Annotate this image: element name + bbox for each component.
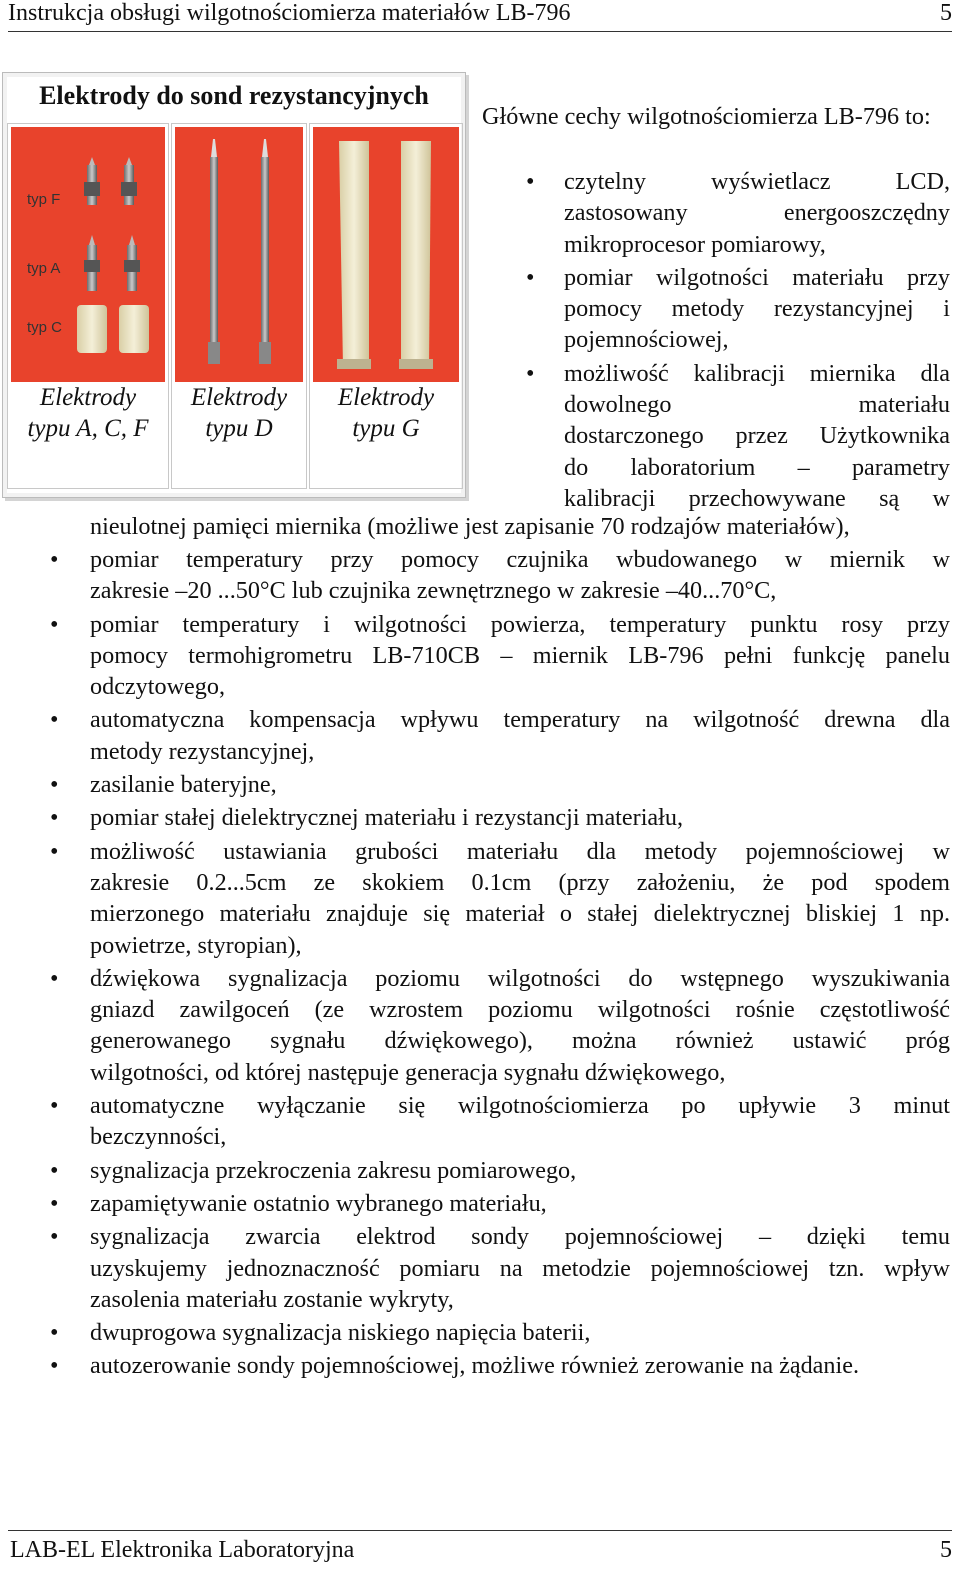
page-header (8, 0, 952, 32)
page-number: 5 (940, 0, 952, 26)
caption-acf (8, 382, 168, 444)
bullet-icon: • (50, 706, 59, 734)
electrode-cell-d (171, 123, 307, 489)
feature-list-top (482, 166, 950, 514)
bullet-icon: • (50, 610, 59, 638)
electrodes-figure (2, 72, 466, 498)
list-item: • automatyczna kompensacja wpływu temperatury na wilgotność drewna dla metody rezystancyjnej, (50, 706, 950, 765)
photo-label-typ-c: typ C (27, 319, 63, 336)
list-item: • pomiar stałej dielektrycznej materiału i rezystancji materiału, (90, 802, 950, 833)
list-item: • zapamiętywanie ostatnio wybranego materiału, (90, 1188, 950, 1219)
bullet-icon: • (50, 1223, 59, 1251)
caption-d (172, 382, 306, 444)
caption-g-line1: Elektrody (337, 384, 435, 411)
list-item: • pomiar temperatury przy pomocy czujnika wbudowanego w miernik w zakresie –20 ...50°C lub czujnika zewnętrznego w zakresie –40...70°C, (50, 546, 950, 605)
caption-g (310, 382, 462, 444)
electrode-photo-g (313, 127, 459, 382)
bullet-icon: • (50, 1319, 59, 1347)
bullet-icon: • (526, 168, 535, 195)
list-item: • automatyczne wyłączanie się wilgotnościomierza po upływie 3 minut bezczynności, (50, 1092, 950, 1151)
bullet-icon: • (50, 1189, 59, 1217)
figure-title: Elektrody do sond rezystancyjnych (39, 81, 429, 110)
electrode-cell-g (309, 123, 463, 489)
caption-d-line2: typu D (205, 415, 273, 442)
intro-paragraph: Główne cechy wilgotnościomierza LB-796 to: (482, 103, 931, 130)
bullet-icon: • (50, 1352, 59, 1380)
bullet-icon: • (50, 837, 59, 865)
list-item: • pomiar wilgotności materiału przy pomocy metody rezystancyjnej i pojemnościowej, (526, 263, 950, 354)
electrode-photo-d (175, 127, 303, 382)
list-item-continuation: nieulotnej pamięci miernika (możliwe jest zapisanie 70 rodzajów materiałów), (90, 513, 850, 540)
bullet-icon: • (526, 263, 535, 291)
footer-company: LAB-EL Elektronika Laboratoryjna (10, 1537, 355, 1563)
list-item: • zasilanie bateryjne, (90, 769, 950, 800)
caption-d-line1: Elektrody (190, 384, 288, 411)
bullet-icon: • (50, 1156, 59, 1184)
electrode-photo-acf (11, 127, 165, 382)
bullet-icon: • (50, 546, 59, 573)
electrode-cell-acf (7, 123, 169, 489)
list-item: • możliwość kalibracji miernika dla dowolnego materiału dostarczonego przez Użytkownika do laboratorium – parametry kalibracji przechowywane są w (526, 359, 950, 512)
list-item: • dwuprogowa sygnalizacja niskiego napięcia baterii, (90, 1317, 950, 1348)
bullet-icon: • (50, 964, 59, 992)
bullet-icon: • (50, 804, 59, 832)
electrode-tips-image (11, 127, 165, 382)
bullet-icon: • (526, 359, 535, 387)
photo-label-typ-f: typ F (27, 191, 61, 208)
electrode-rods-image (175, 127, 303, 382)
bullet-icon: • (50, 771, 59, 799)
list-item: • pomiar temperatury i wilgotności powierza, temperatury punktu rosy przy pomocy termohigrometru LB-710CB – miernik LB-796 pełni funkcję panelu odczytowego, (50, 610, 950, 701)
page-footer (8, 1530, 952, 1571)
caption-g-line2: typu G (352, 415, 420, 442)
bullet-icon: • (50, 1092, 59, 1120)
list-item: • sygnalizacja zwarcia elektrod sondy pojemnościowej – dzięki temu uzyskujemy jednoznaczność pomiaru na metodzie pojemnościowej tzn. wpływ zasolenia materiału zostanie wykryty, (50, 1223, 950, 1313)
list-item: • czytelny wyświetlacz LCD, zastosowany energooszczędny mikroprocesor pomiarowy, (526, 168, 950, 258)
list-item: • możliwość ustawiania grubości materiału dla metody pojemnościowej w zakresie 0.2...5cm ze skokiem 0.1cm (przy założeniu, że pod spodem mierzonego materiału znajduje się materiał o stałej dielektrycznej bliskiej 1 np. powietrze, styropian), (50, 837, 950, 959)
caption-acf-line2: typu A, C, F (27, 415, 149, 442)
feature-list-main (50, 544, 950, 1384)
list-item: • autozerowanie sondy pojemnościowej, możliwe również zerowanie na żądanie. (90, 1350, 950, 1381)
list-item: • dźwiękowa sygnalizacja poziomu wilgotności do wstępnego wyszukiwania gniazd zawilgoceń (ze wzrostem poziomu wilgotności rośnie częstotliwość generowanego sygnału dźwiękowego), można również ustawić próg wilgotności, od której następuje generacja sygnału dźwiękowego, (50, 964, 950, 1086)
footer-page-number: 5 (940, 1537, 952, 1563)
electrode-blades-image (313, 127, 459, 382)
photo-label-typ-a: typ A (27, 260, 61, 277)
list-item: • sygnalizacja przekroczenia zakresu pomiarowego, (90, 1155, 950, 1186)
document-title: Instrukcja obsługi wilgotnościomierza materiałów LB-796 (8, 0, 571, 26)
caption-acf-line1: Elektrody (39, 384, 137, 411)
